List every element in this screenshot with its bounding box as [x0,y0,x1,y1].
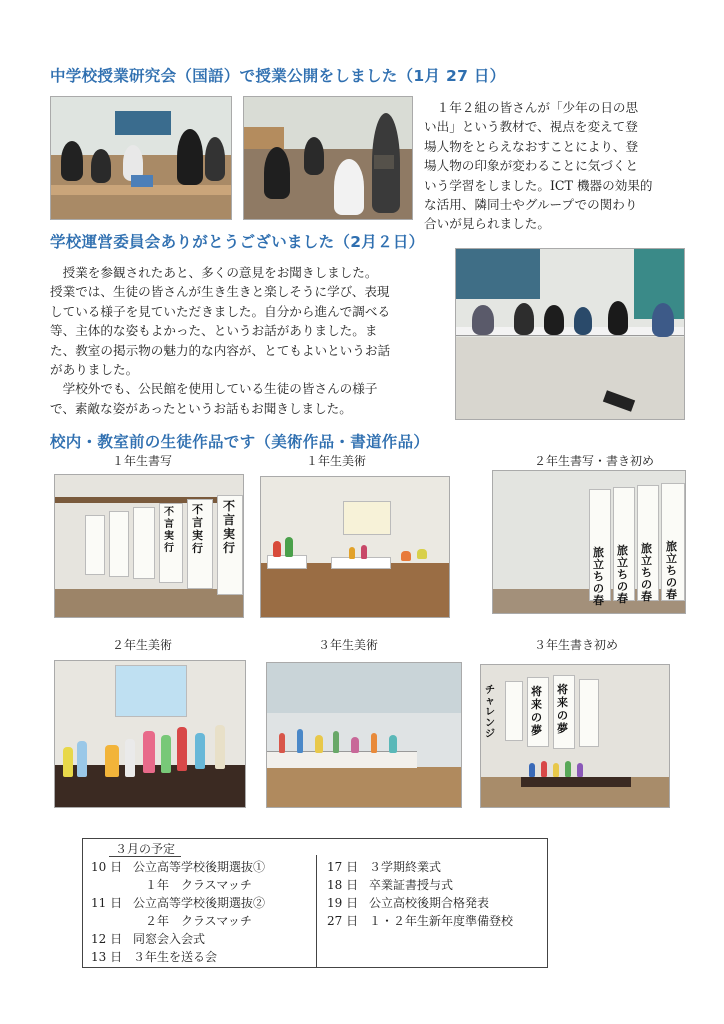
photo-committee-meeting [455,248,685,420]
photo-2nd-art [54,660,246,808]
caption-1st-calligraphy: １年生書写 [112,454,173,468]
schedule-row [327,877,453,893]
photo-classroom-1 [50,96,232,220]
schedule-day: 18 日 [327,878,359,892]
schedule-event: ３学期終業式 [369,860,442,874]
schedule-day: 19 日 [327,896,359,910]
heading-committee: 学校運営委員会ありがとうございました（2月２日） [50,233,425,251]
schedule-day: 12 日 [91,932,123,946]
schedule-day: 13 日 [91,950,123,964]
calligraphy-text: 旅立ちの春 [617,544,628,605]
caption-2nd-art: ２年生美術 [112,638,173,652]
photo-classroom-2 [243,96,413,220]
schedule-event: 同窓会入会式 [133,932,206,946]
class-open-line: い出」という教材で、視点を変えて登 [424,119,638,135]
class-open-line: な活用、隣同士やグループでの関わり [424,197,638,213]
schedule-event: １・２年生新年度準備登校 [369,914,514,928]
committee-line: で、素敵な姿があったというお話もお聞きしました。 [50,400,352,416]
caption-1st-art: １年生美術 [306,454,367,468]
paragraph-class-open [424,98,720,234]
schedule-event: １年 クラスマッチ [133,878,252,892]
calligraphy-text: 将来の夢 [531,685,542,737]
calligraphy-text: 将来の夢 [557,683,568,735]
committee-line: た、教室の掲示物の魅力的な内容が、とてもよいというお話 [50,342,391,358]
schedule-row [327,913,513,929]
heading-class-open: 中学校授業研究会（国語）で授業公開をしました（1月 27 日） [50,67,506,85]
calligraphy-text: 旅立ちの春 [641,542,652,603]
schedule-row [91,895,265,911]
calligraphy-text: チャレンジ [485,685,495,740]
schedule-row [91,859,265,875]
committee-line: 等、主体的な姿もよかった、というお話がありました。ま [50,323,378,339]
schedule-day: 10 日 [91,860,123,874]
schedule-row [327,895,489,911]
schedule-row [91,913,252,929]
calligraphy-text: 不言実行 [164,507,174,554]
photo-2nd-calligraphy [492,470,686,614]
class-open-line: １年２組の皆さんが「少年の日の思 [424,100,639,115]
schedule-row [91,931,205,947]
committee-line: 学校外でも、公民館を使用している生徒の皆さんの様子 [50,381,378,397]
photo-3rd-art [266,662,462,808]
class-open-line: 場人物の印象が変わることに気づくと [424,158,639,174]
schedule-row [91,877,252,893]
schedule-day: 11 日 [91,896,123,910]
photo-1st-art [260,476,450,618]
caption-3rd-calligraphy: ３年生書き初め [534,638,619,652]
class-open-line: 合いが見られました。 [424,216,550,232]
photo-3rd-calligraphy [480,664,670,808]
schedule-day: 27 日 [327,914,359,928]
committee-line: している様子を見ていただきました。自分から進んで調べる [50,303,391,319]
schedule-event: 公立高校後期合格発表 [369,896,490,910]
paragraph-committee [50,263,450,418]
schedule-event: ２年 クラスマッチ [133,914,252,928]
photo-1st-calligraphy [54,474,244,618]
schedule-event: ３年生を送る会 [133,950,218,964]
schedule-day: 17 日 [327,860,359,874]
calligraphy-text: 不言実行 [223,499,236,555]
committee-line: がありました。 [50,362,139,378]
calligraphy-text: 不言実行 [192,503,203,555]
schedule-divider [316,855,317,967]
schedule-event: 公立高等学校後期選抜② [133,896,266,910]
schedule-row [327,859,441,875]
heading-works: 校内・教室前の生徒作品です（美術作品・書道作品） [50,433,430,451]
march-schedule [82,838,548,968]
calligraphy-text: 旅立ちの春 [593,546,604,607]
calligraphy-text: 旅立ちの春 [666,540,677,601]
committee-line: 授業を参観されたあと、多くの意見をお聞きしました。 [50,265,378,280]
caption-3rd-art: ３年生美術 [318,638,379,652]
schedule-event: 公立高等学校後期選抜① [133,860,266,874]
committee-line: 授業では、生徒の皆さんが生き生きと楽しそうに学び、表現 [50,284,390,300]
class-open-line: いう学習をしました。ICT 機器の効果的 [424,177,653,193]
schedule-row [91,949,217,965]
class-open-line: 場人物をとらえなおすことにより、登 [424,138,639,154]
schedule-title: ３月の予定 [109,842,181,857]
caption-2nd-calligraphy: ２年生書写・書き初め [534,454,655,468]
schedule-event: 卒業証書授与式 [369,878,454,892]
